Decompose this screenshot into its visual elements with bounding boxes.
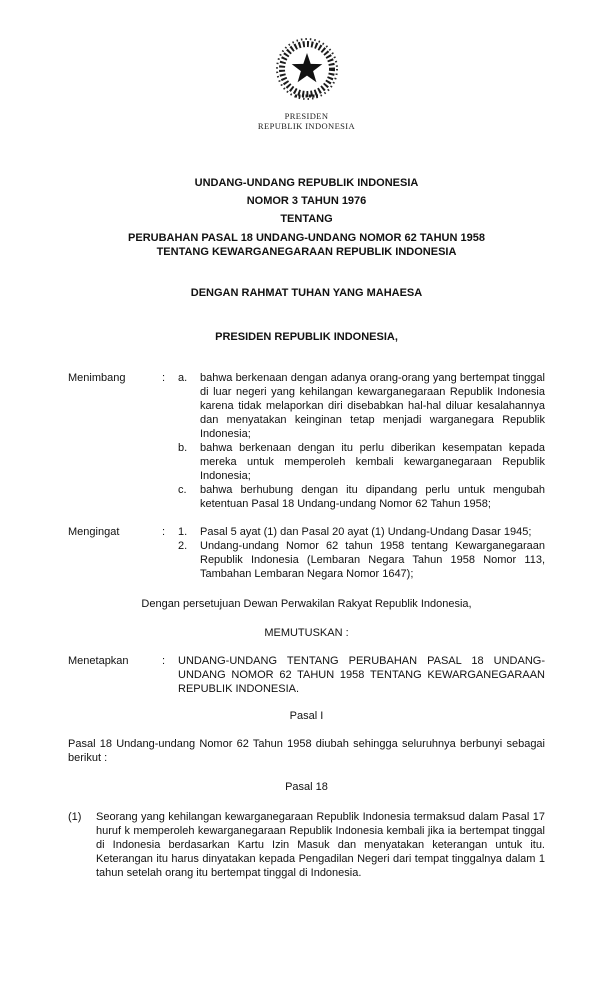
pasal-18-heading: Pasal 18 bbox=[285, 781, 328, 793]
org-line-presiden: PRESIDEN bbox=[284, 111, 329, 121]
list-item bbox=[178, 441, 545, 483]
item-text: Undang-undang Nomor 62 tahun 1958 tentang Kewarganegaraan Republik Indonesia (Lembaran Negara Tahun 1958 Nomor 113, Tambahan Lembaran Negara Nomor 1647); bbox=[200, 540, 545, 580]
enactment-text: UNDANG-UNDANG TENTANG PERUBAHAN PASAL 18 UNDANG-UNDANG NOMOR 62 TAHUN 1958 TENTANG KEWARGANEGARAAN REPUBLIK INDONESIA. bbox=[178, 655, 545, 695]
pasal-1-heading: Pasal I bbox=[289, 710, 324, 722]
article-item bbox=[68, 810, 545, 880]
considerations-label: Menimbang bbox=[68, 372, 126, 384]
org-lines bbox=[68, 111, 545, 131]
item-marker: c. bbox=[178, 484, 187, 496]
title-line-3: TENTANG bbox=[280, 213, 333, 225]
authority-line: PRESIDEN REPUBLIK INDONESIA, bbox=[215, 331, 398, 343]
item-marker: b. bbox=[178, 442, 188, 454]
title-line-1: UNDANG-UNDANG REPUBLIK INDONESIA bbox=[194, 177, 419, 189]
pasal-1-intro: Pasal 18 Undang-undang Nomor 62 Tahun 1958 diubah sehingga seluruhnya berbunyi sebagai berikut : bbox=[68, 738, 545, 764]
item-marker: (1) bbox=[68, 811, 82, 823]
decision-heading: MEMUTUSKAN : bbox=[264, 627, 349, 639]
recalling-items bbox=[178, 525, 545, 581]
document-title bbox=[68, 177, 545, 259]
list-item bbox=[178, 483, 545, 511]
considerations-items bbox=[178, 371, 545, 511]
list-item bbox=[178, 539, 545, 581]
enactment-label: Menetapkan bbox=[68, 655, 129, 667]
list-item bbox=[178, 525, 545, 539]
org-line-republik: REPUBLIK INDONESIA bbox=[257, 121, 356, 131]
enactment-clause bbox=[68, 654, 545, 696]
item-marker: a. bbox=[178, 372, 188, 384]
recalling-colon: : bbox=[162, 526, 166, 538]
item-marker: 1. bbox=[178, 526, 188, 538]
item-text: Pasal 5 ayat (1) dan Pasal 20 ayat (1) Undang-Undang Dasar 1945; bbox=[200, 526, 532, 538]
title-line-5: TENTANG KEWARGANEGARAAN REPUBLIK INDONESIA bbox=[156, 246, 457, 258]
item-text: Seorang yang kehilangan kewarganegaraan Republik Indonesia termaksud dalam Pasal 17 huruf k memperoleh kewarganegaraan Republik Indonesia kembali jika ia bertempat tinggal di Indonesia berdasarkan Kartu Izin Masuk dan menyatakan keterangan untuk itu. Keterangan itu harus dinyatakan kepada Pengadilan Negeri dari tempat tinggalnya dalam 1 tahun setelah orang itu bertempat tinggal di Indonesia. bbox=[96, 811, 545, 879]
item-text: bahwa berkenaan dengan adanya orang-orang yang bertempat tinggal di luar negeri yang kehilangan kewarganegaraan Republik Indonesia karena tidak melaporkan diri disebabkan hal-hal diluar kesalahannya dan menyatakan keinginan tetap menjadi warganegara Republik Indonesia; bbox=[200, 372, 545, 440]
title-line-2: NOMOR 3 TAHUN 1976 bbox=[246, 195, 367, 207]
item-text: bahwa berhubung dengan itu dipandang perlu untuk mengubah ketentuan Pasal 18 Undang-undang Nomor 62 Tahun 1958; bbox=[200, 484, 545, 510]
recalling-label: Mengingat bbox=[68, 526, 120, 538]
title-line-4: PERUBAHAN PASAL 18 UNDANG-UNDANG NOMOR 62 TAHUN 1958 bbox=[128, 232, 485, 244]
considerations-clause bbox=[68, 371, 545, 511]
recalling-clause bbox=[68, 525, 545, 581]
document-body bbox=[68, 371, 545, 880]
item-marker: 2. bbox=[178, 540, 188, 552]
grace-line: DENGAN RAHMAT TUHAN YANG MAHAESA bbox=[190, 287, 423, 299]
agreement-line: Dengan persetujuan Dewan Perwakilan Rakyat Republik Indonesia, bbox=[141, 598, 472, 610]
item-text: bahwa berkenaan dengan itu perlu diberikan kesempatan kepada mereka untuk memperoleh kembali kewarganegaraan Republik Indonesia; bbox=[200, 442, 545, 482]
enactment-colon: : bbox=[162, 655, 166, 667]
list-item bbox=[178, 371, 545, 441]
seal-block bbox=[68, 36, 545, 131]
considerations-colon: : bbox=[162, 372, 166, 384]
presidential-seal-icon bbox=[269, 36, 345, 104]
